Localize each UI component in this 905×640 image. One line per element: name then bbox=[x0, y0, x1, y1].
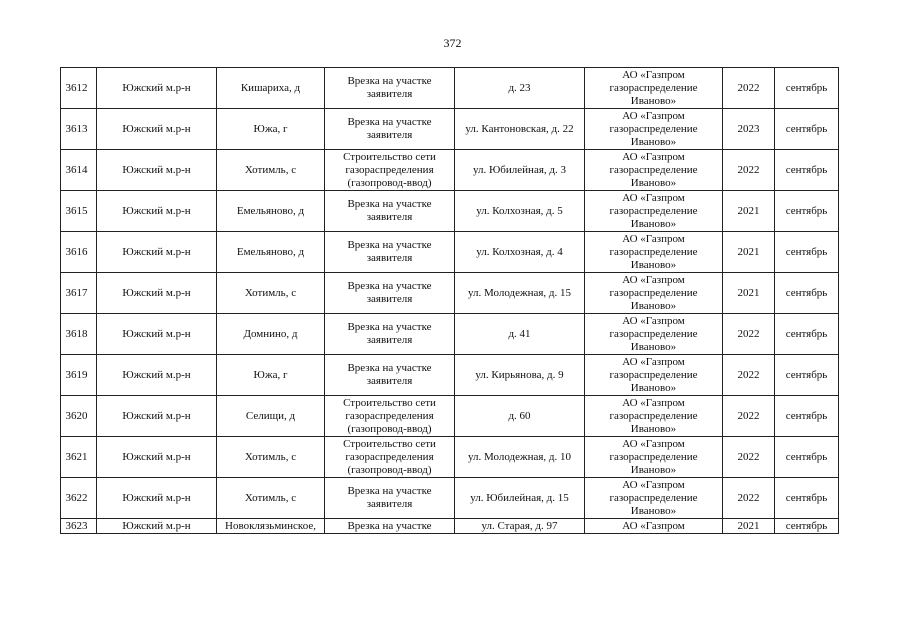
district-cell: Южский м.р-н bbox=[97, 519, 217, 534]
organization-cell: АО «Газпром bbox=[585, 519, 723, 534]
address-cell: ул. Кантоновская, д. 22 bbox=[455, 109, 585, 150]
table-row bbox=[61, 273, 839, 314]
month-cell: сентябрь bbox=[775, 396, 839, 437]
district-cell: Южский м.р-н bbox=[97, 478, 217, 519]
district-cell: Южский м.р-н bbox=[97, 314, 217, 355]
address-cell: ул. Молодежная, д. 15 bbox=[455, 273, 585, 314]
table-row bbox=[61, 232, 839, 273]
row-number-cell: 3613 bbox=[61, 109, 97, 150]
address-cell: д. 41 bbox=[455, 314, 585, 355]
work-type-cell: Врезка на участке заявителя bbox=[325, 355, 455, 396]
organization-cell: АО «Газпром газораспределение Иваново» bbox=[585, 437, 723, 478]
address-cell: д. 60 bbox=[455, 396, 585, 437]
table-body bbox=[61, 68, 839, 534]
district-cell: Южский м.р-н bbox=[97, 355, 217, 396]
locality-cell: Кишариха, д bbox=[217, 68, 325, 109]
organization-cell: АО «Газпром газораспределение Иваново» bbox=[585, 273, 723, 314]
address-cell: ул. Молодежная, д. 10 bbox=[455, 437, 585, 478]
locality-cell: Домнино, д bbox=[217, 314, 325, 355]
row-number-cell: 3618 bbox=[61, 314, 97, 355]
organization-cell: АО «Газпром газораспределение Иваново» bbox=[585, 396, 723, 437]
address-cell: ул. Старая, д. 97 bbox=[455, 519, 585, 534]
locality-cell: Южа, г bbox=[217, 355, 325, 396]
organization-cell: АО «Газпром газораспределение Иваново» bbox=[585, 150, 723, 191]
work-type-cell: Строительство сети газораспределения (газопровод-ввод) bbox=[325, 396, 455, 437]
page-number: 372 bbox=[443, 36, 462, 50]
organization-cell: АО «Газпром газораспределение Иваново» bbox=[585, 191, 723, 232]
work-type-cell: Врезка на участке заявителя bbox=[325, 68, 455, 109]
table-row bbox=[61, 519, 839, 534]
row-number-cell: 3623 bbox=[61, 519, 97, 534]
year-cell: 2021 bbox=[723, 232, 775, 273]
work-type-cell: Строительство сети газораспределения (газопровод-ввод) bbox=[325, 150, 455, 191]
month-cell: сентябрь bbox=[775, 150, 839, 191]
year-cell: 2022 bbox=[723, 355, 775, 396]
district-cell: Южский м.р-н bbox=[97, 396, 217, 437]
locality-cell: Хотимль, с bbox=[217, 478, 325, 519]
year-cell: 2021 bbox=[723, 519, 775, 534]
month-cell: сентябрь bbox=[775, 273, 839, 314]
row-number-cell: 3622 bbox=[61, 478, 97, 519]
address-cell: ул. Колхозная, д. 4 bbox=[455, 232, 585, 273]
table-row bbox=[61, 191, 839, 232]
district-cell: Южский м.р-н bbox=[97, 150, 217, 191]
table-row bbox=[61, 150, 839, 191]
locality-cell: Южа, г bbox=[217, 109, 325, 150]
work-type-cell: Врезка на участке заявителя bbox=[325, 109, 455, 150]
work-type-cell: Строительство сети газораспределения (газопровод-ввод) bbox=[325, 437, 455, 478]
organization-cell: АО «Газпром газораспределение Иваново» bbox=[585, 314, 723, 355]
year-cell: 2021 bbox=[723, 273, 775, 314]
address-cell: ул. Колхозная, д. 5 bbox=[455, 191, 585, 232]
row-number-cell: 3616 bbox=[61, 232, 97, 273]
month-cell: сентябрь bbox=[775, 355, 839, 396]
row-number-cell: 3619 bbox=[61, 355, 97, 396]
district-cell: Южский м.р-н bbox=[97, 109, 217, 150]
row-number-cell: 3614 bbox=[61, 150, 97, 191]
table-row bbox=[61, 396, 839, 437]
address-cell: д. 23 bbox=[455, 68, 585, 109]
month-cell: сентябрь bbox=[775, 232, 839, 273]
table-row bbox=[61, 68, 839, 109]
work-type-cell: Врезка на участке заявителя bbox=[325, 314, 455, 355]
year-cell: 2022 bbox=[723, 68, 775, 109]
address-cell: ул. Юбилейная, д. 15 bbox=[455, 478, 585, 519]
year-cell: 2022 bbox=[723, 314, 775, 355]
work-type-cell: Врезка на участке заявителя bbox=[325, 232, 455, 273]
row-number-cell: 3620 bbox=[61, 396, 97, 437]
year-cell: 2022 bbox=[723, 396, 775, 437]
year-cell: 2022 bbox=[723, 437, 775, 478]
table-row bbox=[61, 109, 839, 150]
address-cell: ул. Кирьянова, д. 9 bbox=[455, 355, 585, 396]
month-cell: сентябрь bbox=[775, 68, 839, 109]
organization-cell: АО «Газпром газораспределение Иваново» bbox=[585, 478, 723, 519]
row-number-cell: 3617 bbox=[61, 273, 97, 314]
locality-cell: Хотимль, с bbox=[217, 437, 325, 478]
table-row bbox=[61, 478, 839, 519]
district-cell: Южский м.р-н bbox=[97, 273, 217, 314]
year-cell: 2022 bbox=[723, 150, 775, 191]
work-type-cell: Врезка на участке заявителя bbox=[325, 191, 455, 232]
work-type-cell: Врезка на участке заявителя bbox=[325, 273, 455, 314]
gasification-table bbox=[60, 67, 839, 534]
locality-cell: Селищи, д bbox=[217, 396, 325, 437]
address-cell: ул. Юбилейная, д. 3 bbox=[455, 150, 585, 191]
month-cell: сентябрь bbox=[775, 109, 839, 150]
district-cell: Южский м.р-н bbox=[97, 68, 217, 109]
organization-cell: АО «Газпром газораспределение Иваново» bbox=[585, 109, 723, 150]
locality-cell: Емельяново, д bbox=[217, 191, 325, 232]
work-type-cell: Врезка на участке заявителя bbox=[325, 478, 455, 519]
district-cell: Южский м.р-н bbox=[97, 191, 217, 232]
work-type-cell: Врезка на участке bbox=[325, 519, 455, 534]
row-number-cell: 3615 bbox=[61, 191, 97, 232]
month-cell: сентябрь bbox=[775, 519, 839, 534]
locality-cell: Емельяново, д bbox=[217, 232, 325, 273]
table-row bbox=[61, 314, 839, 355]
organization-cell: АО «Газпром газораспределение Иваново» bbox=[585, 355, 723, 396]
locality-cell: Хотимль, с bbox=[217, 273, 325, 314]
table-row bbox=[61, 355, 839, 396]
month-cell: сентябрь bbox=[775, 314, 839, 355]
month-cell: сентябрь bbox=[775, 437, 839, 478]
organization-cell: АО «Газпром газораспределение Иваново» bbox=[585, 68, 723, 109]
year-cell: 2021 bbox=[723, 191, 775, 232]
organization-cell: АО «Газпром газораспределение Иваново» bbox=[585, 232, 723, 273]
row-number-cell: 3612 bbox=[61, 68, 97, 109]
table-row bbox=[61, 437, 839, 478]
month-cell: сентябрь bbox=[775, 478, 839, 519]
district-cell: Южский м.р-н bbox=[97, 437, 217, 478]
month-cell: сентябрь bbox=[775, 191, 839, 232]
locality-cell: Новоклязьминское, bbox=[217, 519, 325, 534]
year-cell: 2023 bbox=[723, 109, 775, 150]
locality-cell: Хотимль, с bbox=[217, 150, 325, 191]
row-number-cell: 3621 bbox=[61, 437, 97, 478]
district-cell: Южский м.р-н bbox=[97, 232, 217, 273]
year-cell: 2022 bbox=[723, 478, 775, 519]
